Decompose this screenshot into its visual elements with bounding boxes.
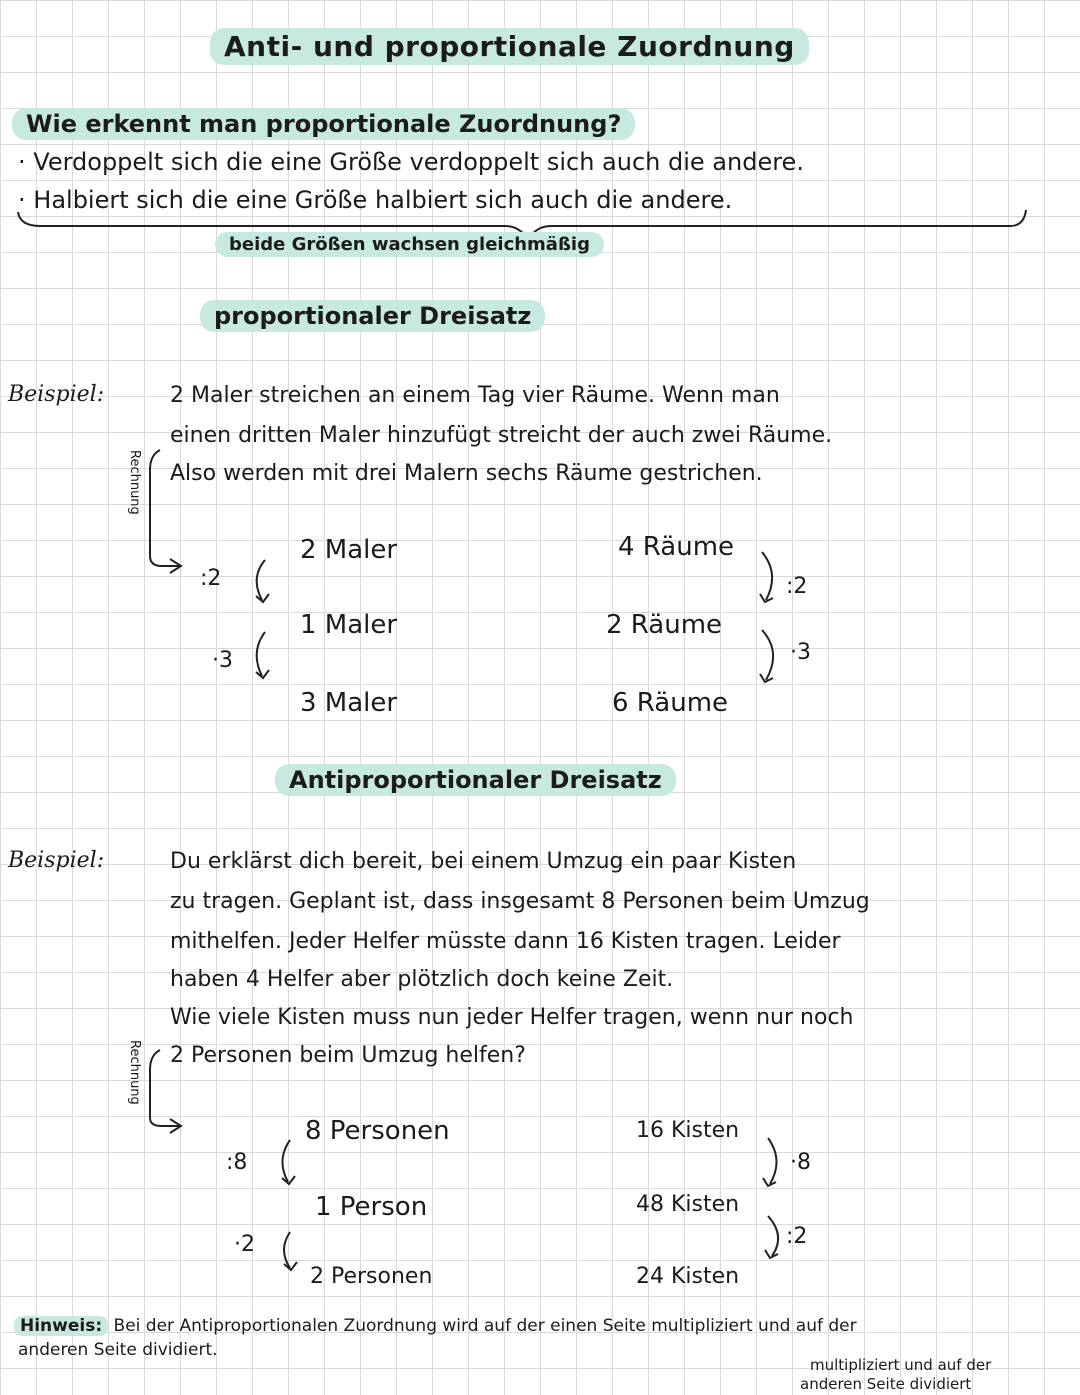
example-2-line-4: haben 4 Helfer aber plötzlich doch keine Zeit. bbox=[170, 967, 674, 992]
question-heading: Wie erkennt man proportionale Zuordnung? bbox=[12, 108, 635, 140]
example-2-line-5: Wie viele Kisten muss nun jeder Helfer tragen, wenn nur noch bbox=[170, 1005, 854, 1030]
summary-note: beide Größen wachsen gleichmäßig bbox=[215, 232, 604, 257]
anti-right-3: 24 Kisten bbox=[636, 1264, 740, 1289]
prop-right-op-1: :2 bbox=[786, 574, 808, 599]
antiproportional-heading: Antiproportionaler Dreisatz bbox=[275, 764, 676, 796]
prop-left-2: 1 Maler bbox=[300, 610, 398, 640]
example-2-line-3: mithelfen. Jeder Helfer müsste dann 16 Kisten tragen. Leider bbox=[170, 929, 841, 954]
example-1-line-1: 2 Maler streichen an einem Tag vier Räume. Wenn man bbox=[170, 383, 780, 408]
example-2-line-6: 2 Personen beim Umzug helfen? bbox=[170, 1043, 526, 1068]
corner-note-2: anderen Seite dividiert bbox=[800, 1375, 972, 1393]
rule-2: · Halbiert sich die eine Größe halbiert sich auch die andere. bbox=[18, 186, 733, 214]
anti-right-op-2: :2 bbox=[786, 1224, 808, 1249]
proportional-heading: proportionaler Dreisatz bbox=[200, 300, 545, 332]
rule-1: · Verdoppelt sich die eine Größe verdoppelt sich auch die andere. bbox=[18, 148, 804, 176]
example-1-line-3: Also werden mit drei Malern sechs Räume gestrichen. bbox=[170, 461, 763, 486]
example-label-1: Beispiel: bbox=[8, 382, 105, 407]
prop-left-op-1: :2 bbox=[200, 566, 222, 591]
anti-left-3: 2 Personen bbox=[310, 1264, 433, 1289]
example-2-line-1: Du erklärst dich bereit, bei einem Umzug ein paar Kisten bbox=[170, 849, 797, 874]
calc-label-2: Rechnung bbox=[127, 1040, 142, 1105]
prop-left-1: 2 Maler bbox=[300, 535, 398, 565]
example-2-line-2: zu tragen. Geplant ist, dass insgesamt 8 Personen beim Umzug bbox=[170, 889, 870, 914]
hint-line-2: anderen Seite dividiert. bbox=[18, 1340, 218, 1360]
prop-right-3: 6 Räume bbox=[612, 688, 729, 718]
calc-label-1: Rechnung bbox=[127, 450, 142, 515]
anti-right-2: 48 Kisten bbox=[636, 1192, 740, 1217]
hint bbox=[14, 1316, 1064, 1336]
anti-right-op-1: ·8 bbox=[790, 1150, 811, 1175]
anti-left-op-2: ·2 bbox=[234, 1232, 255, 1257]
prop-right-2: 2 Räume bbox=[606, 610, 723, 640]
hint-label: Hinweis: bbox=[14, 1316, 108, 1336]
corner-note-1: multipliziert und auf der bbox=[810, 1356, 992, 1374]
anti-left-1: 8 Personen bbox=[305, 1116, 450, 1146]
prop-left-op-2: ·3 bbox=[212, 648, 233, 673]
prop-left-3: 3 Maler bbox=[300, 688, 398, 718]
hint-line-1: Bei der Antiproportionalen Zuordnung wird auf der einen Seite multipliziert und auf der bbox=[113, 1316, 857, 1336]
prop-right-1: 4 Räume bbox=[618, 532, 735, 562]
example-label-2: Beispiel: bbox=[8, 848, 105, 873]
example-1-line-2: einen dritten Maler hinzufügt streicht der auch zwei Räume. bbox=[170, 423, 833, 448]
anti-right-1: 16 Kisten bbox=[636, 1118, 740, 1143]
page-title: Anti- und proportionale Zuordnung bbox=[210, 28, 809, 65]
anti-left-op-1: :8 bbox=[226, 1150, 248, 1175]
anti-left-2: 1 Person bbox=[315, 1192, 428, 1222]
prop-right-op-2: ·3 bbox=[790, 640, 811, 665]
